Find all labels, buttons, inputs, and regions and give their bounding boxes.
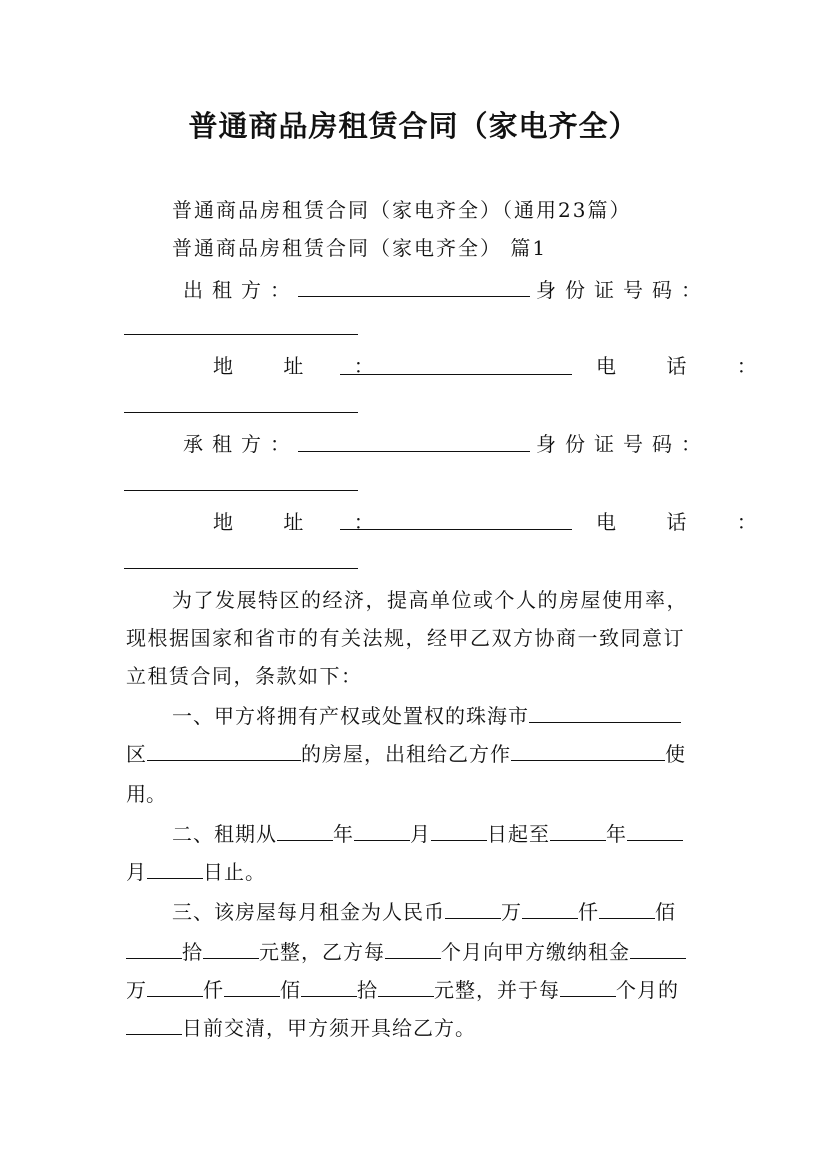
clause-3-line-4	[126, 1016, 476, 1040]
lessor-address-label: 地 址 ：	[213, 354, 396, 378]
clause-1-text-c: 的房屋，出租给乙方作	[301, 742, 511, 766]
clause-1-line-1	[172, 704, 681, 728]
clause-3-wan-1: 万	[501, 900, 522, 924]
pay-qian-blank	[147, 978, 203, 997]
lessor-phone-blank	[124, 412, 358, 413]
end-year-blank	[550, 822, 606, 841]
clause-2-line-2	[126, 860, 266, 884]
lessor-id-blank	[124, 334, 358, 335]
clause-3-qian-2: 仟	[203, 978, 224, 1002]
clause-3-wan-2: 万	[126, 978, 147, 1002]
clause-3-month-pay: 个月向甲方缴纳租金	[441, 940, 630, 964]
pay-wan-blank	[630, 940, 686, 959]
document-title: 普通商品房租赁合同（家电齐全）	[188, 109, 639, 143]
rent-yuan-blank	[203, 940, 259, 959]
clause-2-end: 日止。	[203, 860, 266, 884]
usage-blank	[511, 742, 665, 761]
due-months-blank	[560, 978, 616, 997]
lessee-phone-blank	[124, 568, 358, 569]
clause-1-line-2	[126, 742, 686, 766]
intro-line-3: 立租赁合同，条款如下：	[126, 664, 363, 688]
clause-3-shi-1: 拾	[182, 940, 203, 964]
clause-2-text-a: 二、租期从	[172, 822, 277, 846]
lessor-name-blank	[298, 296, 530, 297]
pay-shi-blank	[301, 978, 357, 997]
pay-months-blank	[385, 940, 441, 959]
clause-2-month-2: 月	[126, 860, 147, 884]
intro-line-2: 现根据国家和省市的有关法规，经甲乙双方协商一致同意订	[126, 626, 685, 650]
clause-3-bai-2: 佰	[280, 978, 301, 1002]
clause-3-qian-1: 仟	[578, 900, 599, 924]
clause-3-bai-1: 佰	[655, 900, 676, 924]
pay-yuan-blank	[378, 978, 434, 997]
clause-3-line-2	[126, 940, 686, 964]
rent-shi-blank	[126, 940, 182, 959]
lessee-id-label: 身份证号码：	[536, 432, 710, 456]
clause-2-month-1: 月	[410, 822, 431, 846]
end-month-blank	[627, 822, 683, 841]
district-blank	[147, 742, 301, 761]
lessee-id-blank	[124, 490, 358, 491]
clause-1-text-b: 区	[126, 742, 147, 766]
lessee-name-blank	[298, 451, 530, 452]
start-day-blank	[431, 822, 487, 841]
clause-1-line-3: 用。	[126, 782, 166, 806]
end-day-blank	[147, 860, 203, 879]
rent-bai-blank	[599, 900, 655, 919]
lessor-phone-label: 电 话 ：	[596, 354, 779, 378]
city-blank	[529, 704, 681, 723]
start-year-blank	[277, 822, 333, 841]
clause-2-day-1: 日起至	[487, 822, 550, 846]
lessee-address-blank	[340, 529, 572, 530]
lessor-label: 出租方：	[183, 278, 299, 302]
clause-2-line-1	[172, 822, 683, 846]
pay-bai-blank	[224, 978, 280, 997]
clause-2-year-1: 年	[333, 822, 354, 846]
clause-3-end: 日前交清，甲方须开具给乙方。	[182, 1016, 476, 1040]
lessor-id-label: 身份证号码：	[536, 278, 710, 302]
clause-3-line-1	[172, 900, 676, 924]
clause-2-year-2: 年	[606, 822, 627, 846]
clause-1-text-d: 使	[665, 742, 686, 766]
clause-3-yuan-2: 元整，并于每	[434, 978, 560, 1002]
lessor-address-blank	[340, 374, 572, 375]
clause-3-month-of: 个月的	[616, 978, 679, 1002]
lessee-label: 承租方：	[183, 432, 299, 456]
lessee-phone-label: 电 话 ：	[596, 510, 779, 534]
rent-wan-blank	[445, 900, 501, 919]
clause-3-shi-2: 拾	[357, 978, 378, 1002]
clause-3-line-3	[126, 978, 679, 1002]
lessee-address-label: 地 址 ：	[213, 510, 396, 534]
subtitle-article: 普通商品房租赁合同（家电齐全） 篇1	[172, 236, 548, 260]
due-day-blank	[126, 1016, 182, 1035]
clause-3-yuan-1: 元整，乙方每	[259, 940, 385, 964]
subtitle-collection: 普通商品房租赁合同（家电齐全）（通用23篇）	[172, 198, 632, 222]
intro-line-1: 为了发展特区的经济，提高单位或个人的房屋使用率，	[172, 588, 688, 612]
rent-qian-blank	[522, 900, 578, 919]
clause-3-text-a: 三、该房屋每月租金为人民币	[172, 900, 445, 924]
start-month-blank	[354, 822, 410, 841]
clause-1-text-a: 一、甲方将拥有产权或处置权的珠海市	[172, 704, 529, 728]
